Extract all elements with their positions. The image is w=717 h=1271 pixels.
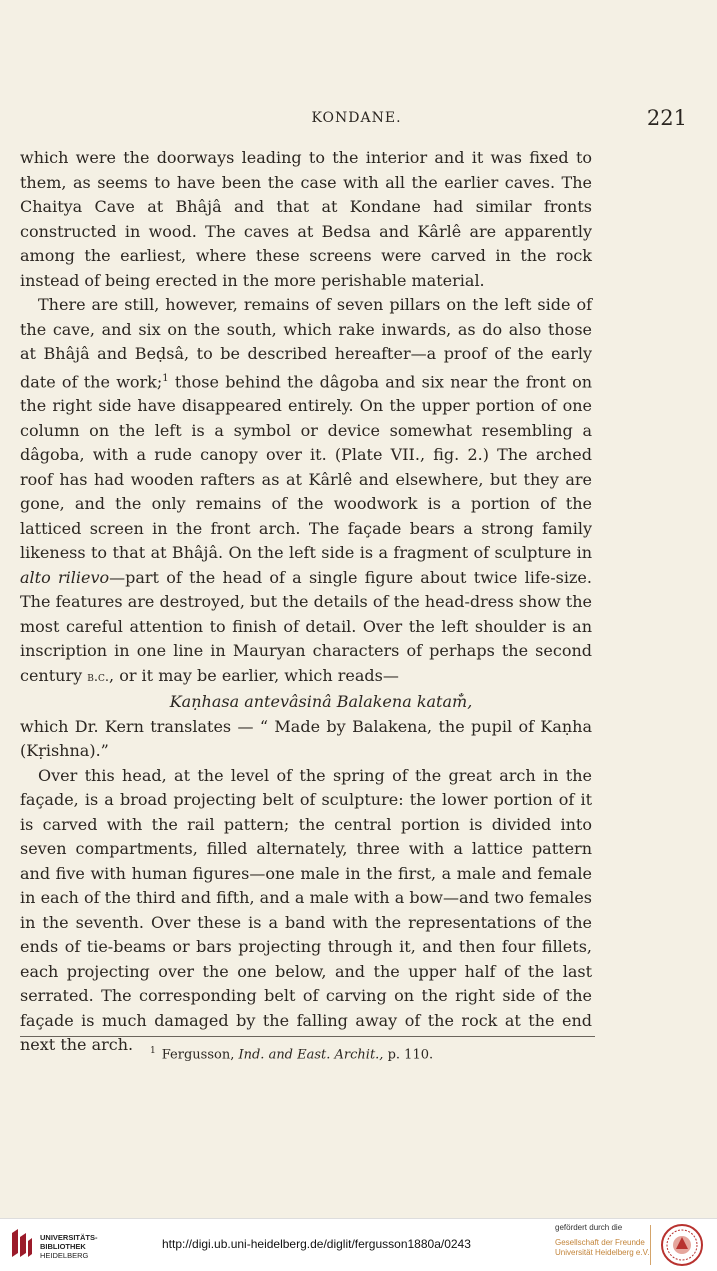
paragraph-4: Over this head, at the level of the spring of the great arch in the façade, is a broad projecting belt of sculpture: the lower portion of it is carved with the rail pattern; the central portion is divided into seven compartments, filled alternately, three with a lattice pattern and five with human figures—one male in the first, a male and female in each of the third and fifth, and a male with a bow—and two females in the seventh. Over these is a band with the representations of the ends of tie-beams or bars projecting through it, and then four fillets, each projecting over the one below, and the upper half of the last serrated. The corresponding belt of carving on the right side of the façade is much damaged by the falling away of the rock at the end next the arch. [20,765,592,1055]
paragraph-3: which Dr. Kern translates — “ Made by Balakena, the pupil of Kaṇha (Kṛishna).” [20,716,592,761]
paragraph-2 [20,293,592,690]
library-name-line2: BIBLIOTHEK [40,1242,86,1251]
library-name-line3: HEIDELBERG [40,1251,89,1260]
inscription: Kaṇhasa antevâsinâ Balakena katam̐, [169,692,473,712]
italic-term: alto rilievo [20,567,110,587]
footer-bar [0,1218,717,1271]
body-text [20,146,592,1058]
paragraph-2-text-c: —part of the head of a single figure about twice life-size. The features are destroyed, but the details of the head-dress show the most careful attention to finish of detail. Over the left shoulder is an inscription in one line in Mauryan characters of perhaps the second century [20,567,592,685]
sponsor-name-line2: Universität Heidelberg e.V. [555,1248,650,1257]
library-name [40,1233,98,1260]
running-head [20,106,693,132]
sponsor-name [555,1238,649,1258]
footnote-ref: 1 [162,372,169,384]
permalink-url[interactable]: http://digi.ub.uni-heidelberg.de/diglit/fergusson1880a/0243 [162,1237,471,1251]
paragraph-1: which were the doorways leading to the interior and it was fixed to them, as seems to have been the case with all the earlier caves. The Chaitya Cave at Bhâjâ and that at Kondane had similar fronts constructed in wood. The caves at Bedsa and Kârlê are apparently among the earliest, where these screens were carved in the rock instead of being erected in the more perishable material. [20,148,592,290]
footer-divider [650,1225,651,1265]
sponsor-name-line1: Gesellschaft der Freunde [555,1238,645,1247]
footnote-work: Ind. and East. Archit., [238,1047,384,1063]
footnote-author: Fergusson, [161,1047,235,1063]
university-seal-icon [660,1223,704,1267]
paragraph-2-text-b: those behind the dâgoba and six near the front on the right side have disappeared entirely. On the upper portion of one column on the left is a symbol or device somewhat resembling a dâgoba, with a rude canopy over it. (Plate VII., fig. 2.) The arched roof has had wooden rafters as at Kârlê and elsewhere, but they are gone, and the only remains of the woodwork is a portion of the latticed screen in the front arch. The façade bears a strong family likeness to that at Bhâjâ. On the left side is a fragment of sculpture in [20,371,593,563]
footnote-divider [20,1036,595,1037]
paragraph-2-text-d: , or it may be earlier, which reads— [109,665,399,685]
paragraph-2-text-a: There are still, however, remains of seven pillars on the left side of the cave, and six on the south, which rake inwards, as do also those at Bhâjâ and Beḍsâ, to be described hereafter—a proof of the early date of the work; [20,295,592,391]
sponsor-label: gefördert durch die [555,1223,623,1232]
library-name-line1: UNIVERSITÄTS- [40,1233,98,1242]
page-number: 221 [646,106,687,130]
footnote-marker: 1 [150,1046,156,1056]
page-title: KONDANE. [311,110,402,126]
university-library-logo-icon [8,1227,34,1261]
era-abbrev: b.c. [87,669,110,685]
footnote-page: p. 110. [387,1047,434,1063]
footnote [150,1046,433,1062]
